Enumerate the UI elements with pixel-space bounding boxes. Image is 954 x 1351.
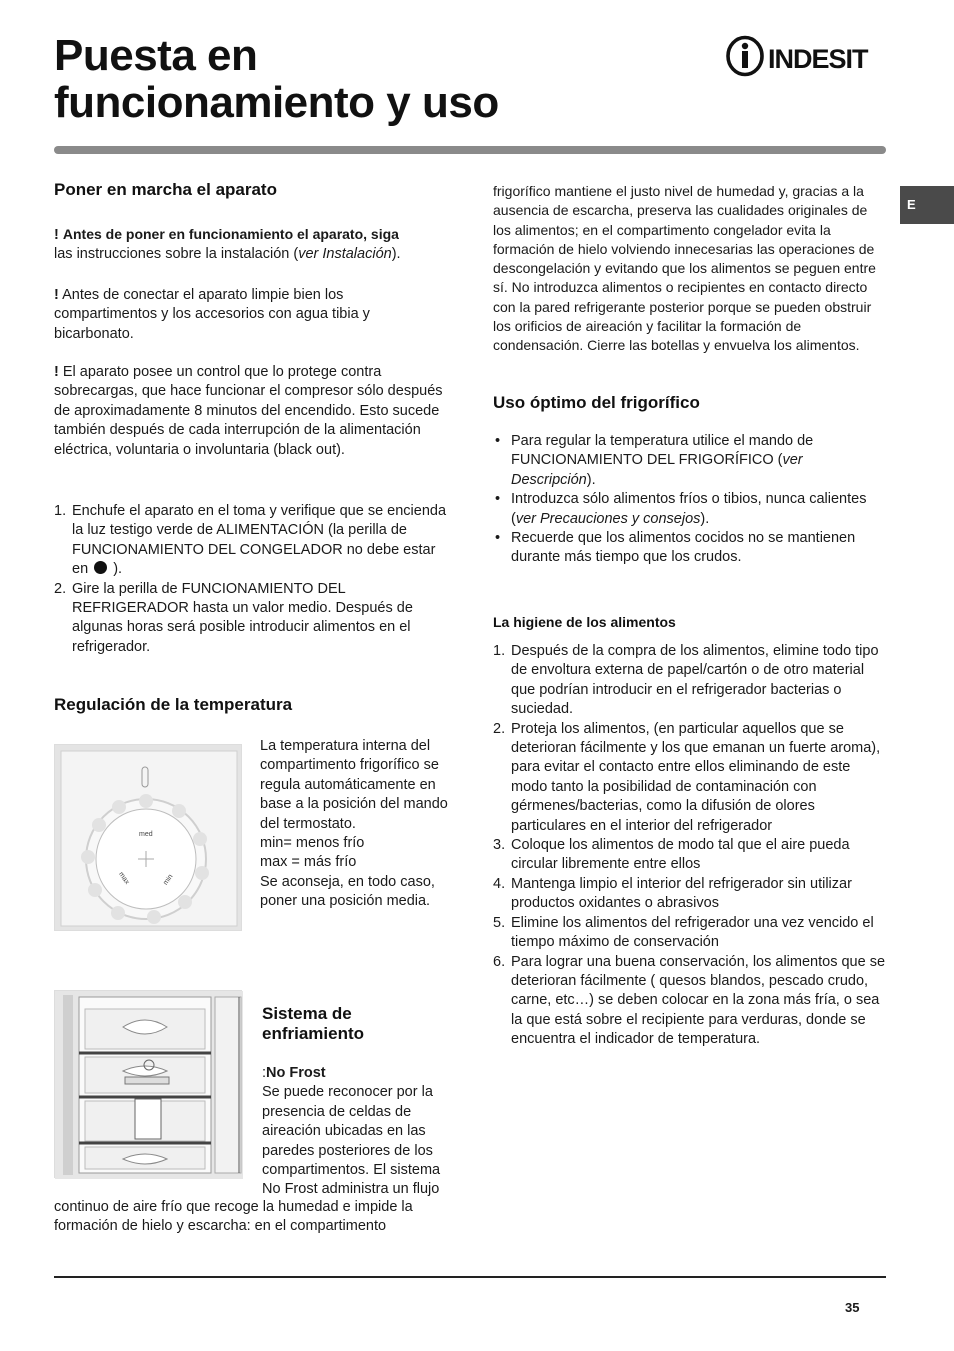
thermostat-figure — [54, 744, 242, 931]
page-number: 35 — [845, 1300, 860, 1315]
thermostat-dial-icon — [55, 745, 243, 932]
brand-text: INDESIT — [768, 44, 868, 74]
note-overload: ! El aparato posee un control que lo protege contra sobrecargas, que hace funcionar el compresor sólo después de aproximadamente 8 minutos del encendido. Esto sucede también después de cada interrupción de la alimentación eléctrica, voluntaria o involuntaria (black out). — [54, 364, 443, 458]
language-tab: E — [900, 186, 954, 224]
header-rule — [54, 146, 886, 154]
note-cleaning: ! Antes de conectar el aparato limpie bien los compartimentos y los accesorios con agua tibia y bicarbonato. — [54, 287, 370, 342]
list-item: 4. Mantenga limpio el interior del refrigerador sin utilizar productos oxidantes o abrasivos — [493, 875, 852, 912]
dial-label-med: med — [139, 831, 153, 838]
optimal-use-list — [493, 432, 883, 568]
list-item: 6. Para lograr una buena conservación, los alimentos que se deterioran fácilmente ( quesos blandos, pescado crudo, carne, etc…) se deben colocar en la zona más fría, o sea la que está sobre el recipiente para verduras, donde se encuentra el indicador de temperatura. — [493, 953, 886, 1048]
section-heading-start: Poner en marcha el aparato — [54, 180, 277, 199]
list-item: 2. Proteja los alimentos, (en particular aquellos que se deterioran fácilmente y los que emanan un fuerte aroma), para evitar el contacto entre ellos eliminando de este modo tanto la posibilidad de contaminación con gérmenes/bacterias, como la difusión de olores particulares en el interior del refrigerador — [493, 720, 881, 834]
list-item: 5. Elimine los alimentos del refrigerador una vez vencido el tiempo máximo de conservación — [493, 914, 874, 951]
dial-label-min: min — [162, 873, 175, 887]
list-item: 1. Después de la compra de los alimentos, elimine todo tipo de envoltura externa de papel/cartón o de otro material que podrían introducir en el refrigerador bacterias o suciedad. — [493, 643, 879, 718]
hygiene-list — [493, 642, 889, 1050]
black-dot-icon — [94, 561, 107, 574]
note-installation: ! Antes de poner en funcionamiento el aparato, siga las instrucciones sobre la instalación (ver Instalación). — [54, 226, 401, 263]
section-heading-optimal-use: Uso óptimo del frigorífico — [493, 393, 700, 412]
list-item: 2. Gire la perilla de FUNCIONAMIENTO DEL REFRIGERADOR hasta un valor medio. Después de algunas horas será posible introducir alimentos en el refrigerador. — [54, 580, 413, 655]
nofrost-continuation: frigorífico mantiene el justo nivel de humedad y, gracias a la ausencia de escarcha, preserva las cualidades originales de los alimentos; en el compartimento congelador evita la formación de hielo volviendo innecesarias las operaciones de descongelación y evitando que los alimentos se peguen entre sí. No introduzca alimentos o recipientes en contacto directo con la pared refrigerante posterior porque se pueden obstruir los orificios de aireación y facilitar la formación de condensación. Cierre las botellas y envuelva los alimentos. — [493, 183, 876, 354]
list-item: 1. Enchufe el aparato en el toma y verifique que se encienda la luz testigo verde de ALIMENTACIÓN (la perilla de FUNCIONAMIENTO DEL CONGELADOR no debe estar en ). — [54, 503, 447, 578]
startup-steps — [54, 502, 449, 657]
section-heading-cooling: Sistema de enfriamiento — [262, 1004, 365, 1043]
nofrost-text: :No Frost Se puede reconocer por la presencia de celdas de aireación ubicadas en las paredes posteriores de los compartimentos. El sistema No Frost administra un flujo — [262, 1065, 441, 1198]
fridge-shelves-icon — [55, 991, 243, 1179]
dial-label-max: max — [117, 870, 131, 886]
list-item: • Introduzca sólo alimentos fríos o tibios, nunca calientes (ver Precauciones y consejos). — [495, 491, 867, 527]
indesit-logo — [724, 35, 889, 77]
section-heading-temperature: Regulación de la temperatura — [54, 695, 293, 714]
footer-rule — [54, 1276, 886, 1278]
list-item: • Para regular la temperatura utilice el mando de FUNCIONAMIENTO DEL FRIGORÍFICO (ver Descripción). — [495, 433, 814, 488]
temperature-text: La temperatura interna del compartimento frigorífico se regula automáticamente en base a la posición del mando del termostato. min= menos frío max = más frío Se aconseja, en todo caso, poner una posición media. — [260, 738, 448, 910]
nofrost-text-continued: continuo de aire frío que recoge la humedad e impide la formación de hielo y escarcha: en el compartimento — [54, 1199, 413, 1235]
page-title: Puesta en funcionamiento y uso — [54, 31, 499, 127]
list-item: • Recuerde que los alimentos cocidos no se mantienen durante más tiempo que los crudos. — [495, 530, 856, 566]
list-item: 3. Coloque los alimentos de modo tal que el aire pueda circular libremente entre ellos — [493, 837, 850, 873]
section-heading-hygiene: La higiene de los alimentos — [493, 614, 676, 630]
fridge-interior-figure — [54, 990, 242, 1178]
